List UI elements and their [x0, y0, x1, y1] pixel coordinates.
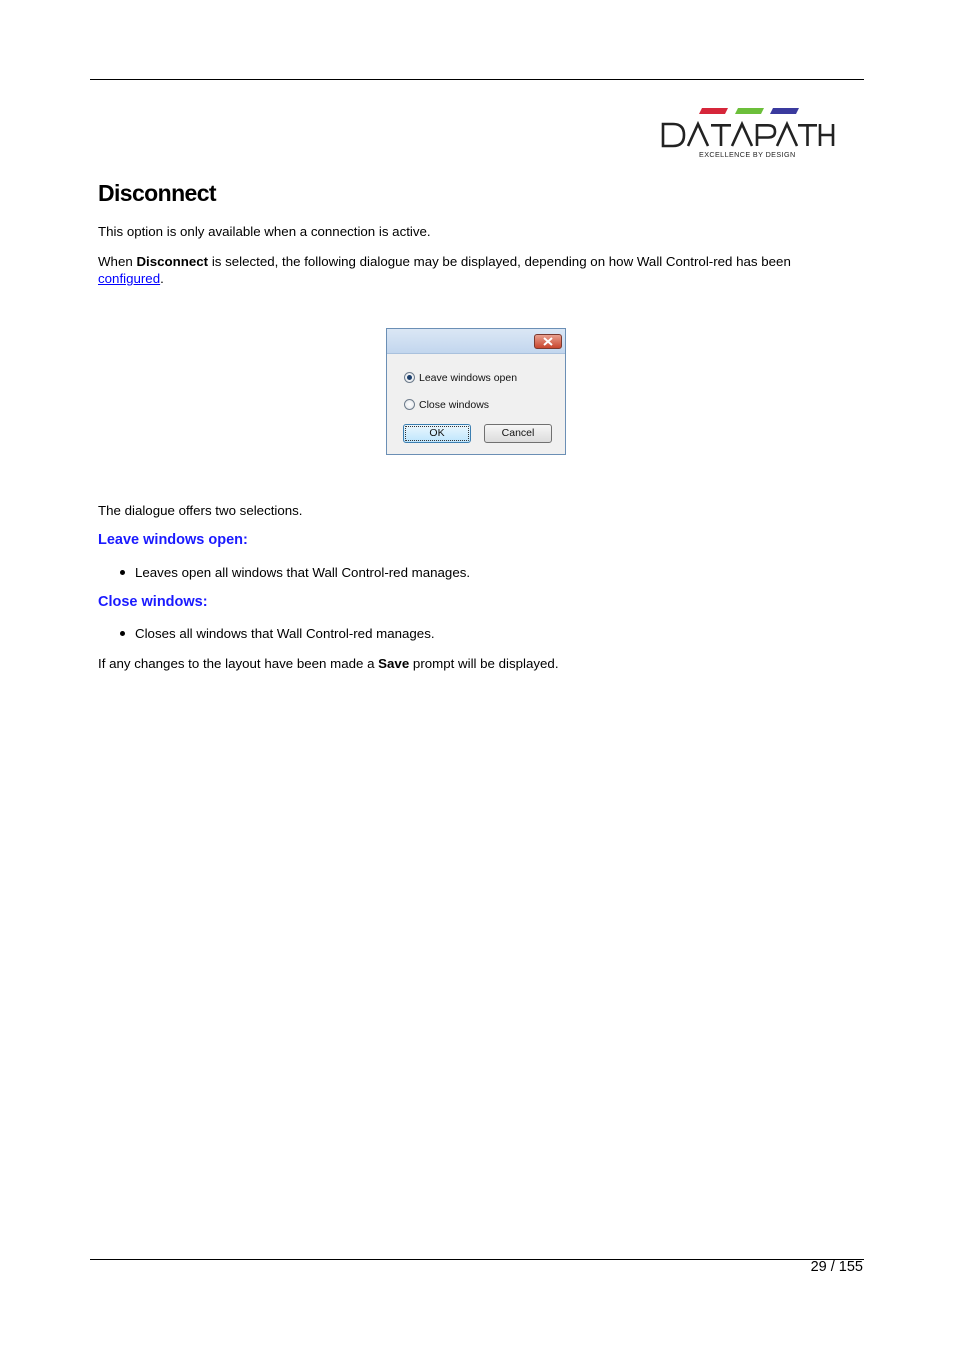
leave-windows-heading: Leave windows open:: [98, 532, 248, 548]
dialog-body: [387, 354, 565, 454]
leave-bullet-item: [120, 564, 470, 581]
bullet-dot-icon: [120, 570, 125, 575]
radio-close-windows[interactable]: [404, 399, 489, 411]
header-rule: [90, 79, 864, 80]
when-text-start: When: [98, 254, 137, 269]
radio-close-label: Close windows: [419, 399, 490, 411]
leave-bullet-text: Leaves open all windows that Wall Control-red manages.: [135, 565, 471, 580]
ok-button[interactable]: OK: [403, 424, 471, 443]
configured-link[interactable]: configured: [98, 271, 161, 286]
cancel-button[interactable]: Cancel: [484, 424, 552, 443]
save-paragraph: [98, 655, 559, 672]
radio-leave-label: Leave windows open: [419, 372, 518, 384]
close-windows-heading: Close windows:: [98, 594, 208, 610]
intro-paragraph: This option is only available when a connection is active.: [98, 224, 431, 239]
logo-tagline: EXCELLENCE BY DESIGN: [699, 150, 796, 159]
when-text-middle: is selected, the following dialogue may be displayed, depending on how Wall Control-red has been: [208, 254, 791, 269]
save-text-end: prompt will be displayed.: [409, 656, 559, 671]
save-text-start: If any changes to the layout have been made a: [98, 656, 379, 671]
disconnect-dialog: [386, 328, 566, 455]
when-paragraph: [98, 253, 818, 287]
offers-paragraph: The dialogue offers two selections.: [98, 503, 303, 518]
radio-checked-icon[interactable]: [404, 372, 415, 383]
page-number: 29 / 155: [810, 1259, 863, 1275]
save-bold: Save: [378, 656, 410, 671]
dialog-titlebar: [387, 329, 565, 354]
footer-rule: [90, 1259, 864, 1260]
disconnect-bold: Disconnect: [136, 254, 209, 269]
bullet-dot-icon: [120, 631, 125, 636]
radio-unchecked-icon[interactable]: [404, 399, 415, 410]
when-text-end: .: [160, 271, 164, 286]
page-title: Disconnect: [98, 180, 216, 206]
close-bullet-text: Closes all windows that Wall Control-red manages.: [135, 626, 435, 641]
radio-leave-windows-open[interactable]: [404, 372, 517, 384]
close-bullet-item: [120, 625, 435, 642]
dialog-close-button[interactable]: [534, 334, 562, 349]
